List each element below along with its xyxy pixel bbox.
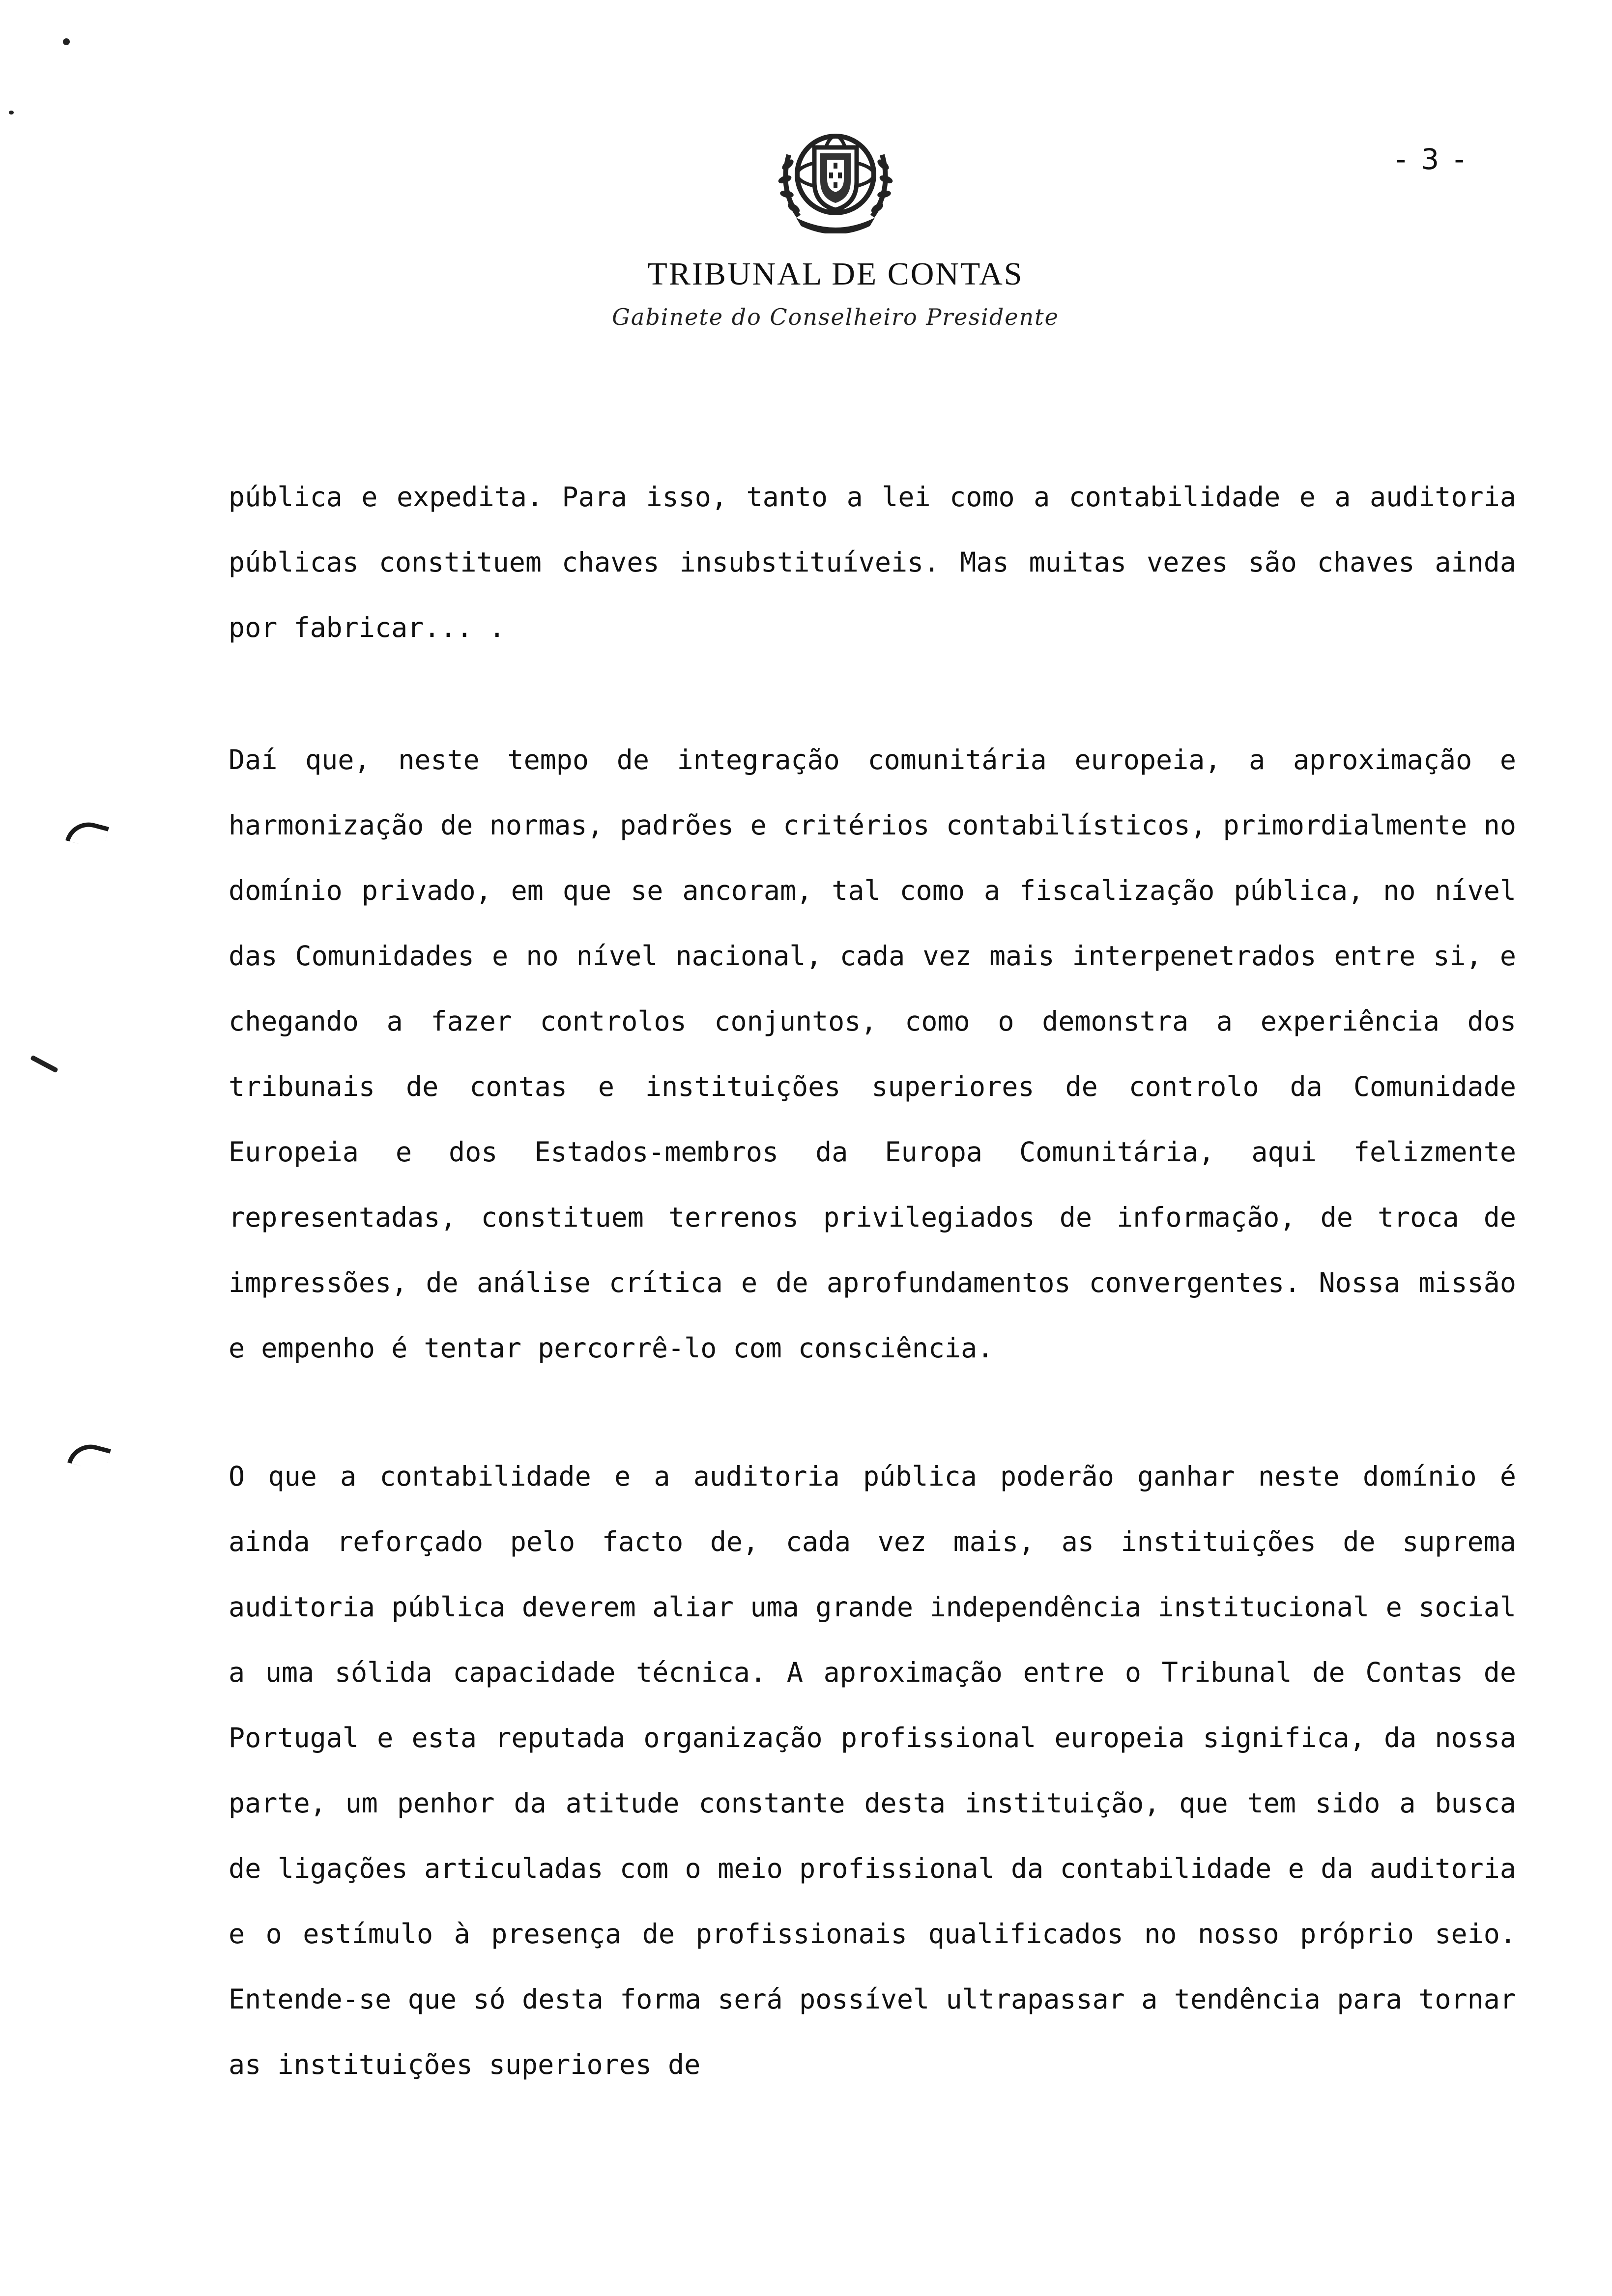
scan-speck — [63, 38, 70, 45]
portuguese-coat-of-arms-icon — [769, 125, 902, 233]
scan-speck — [9, 111, 14, 115]
margin-fold-mark — [30, 1055, 58, 1073]
page-number: - 3 - — [1396, 143, 1468, 176]
body-paragraph: pública e expedita. Para isso, tanto a lei como a contabilidade e a auditoria públicas constituem chaves insubstituíveis. Mas muitas vezes são chaves ainda por fabricar... . — [229, 481, 1516, 643]
punch-hole-mark — [67, 1439, 111, 1473]
letterhead — [521, 125, 1150, 330]
punch-hole-mark — [65, 817, 109, 851]
institution-name: TRIBUNAL DE CONTAS — [647, 256, 1024, 292]
body-paragraph: O que a contabilidade e a auditoria pública poderão ganhar neste domínio é ainda reforçado pelo facto de, cada vez mais, as instituições de suprema auditoria pública deverem aliar uma grande independência institucional e social a uma sólida capacidade técnica. A aproximação entre o Tribunal de Contas de Portugal e esta reputada organização profissional europeia significa, da nossa parte, um penhor da atitude constante desta instituição, que tem sido a busca de ligações articuladas com o meio profissional da contabilidade e da auditoria e o estímulo à presença de profissionais qualificados no nosso próprio seio. Entende-se que só desta forma será possível ultrapassar a tendência para tornar as instituições superiores de — [229, 1461, 1516, 2080]
body-paragraph: Daí que, neste tempo de integração comunitária europeia, a aproximação e harmonização de normas, padrões e critérios contabilísticos, primordialmente no domínio privado, em que se ancoram, tal como a fiscalização pública, no nível das Comunidades e no nível nacional, cada vez mais interpenetrados entre si, e chegando a fazer controlos conjuntos, como o demonstra a experiência dos tribunais de contas e instituições superiores de controlo da Comunidade Europeia e dos Estados-membros da Europa Comunitária, aqui felizmente representadas, constituem terrenos privilegiados de informação, de troca de impressões, de análise crítica e de aprofundamentos convergentes. Nossa missão e empenho é tentar percorrê-lo com consciência. — [229, 744, 1516, 1364]
office-name: Gabinete do Conselheiro Presidente — [612, 304, 1059, 330]
